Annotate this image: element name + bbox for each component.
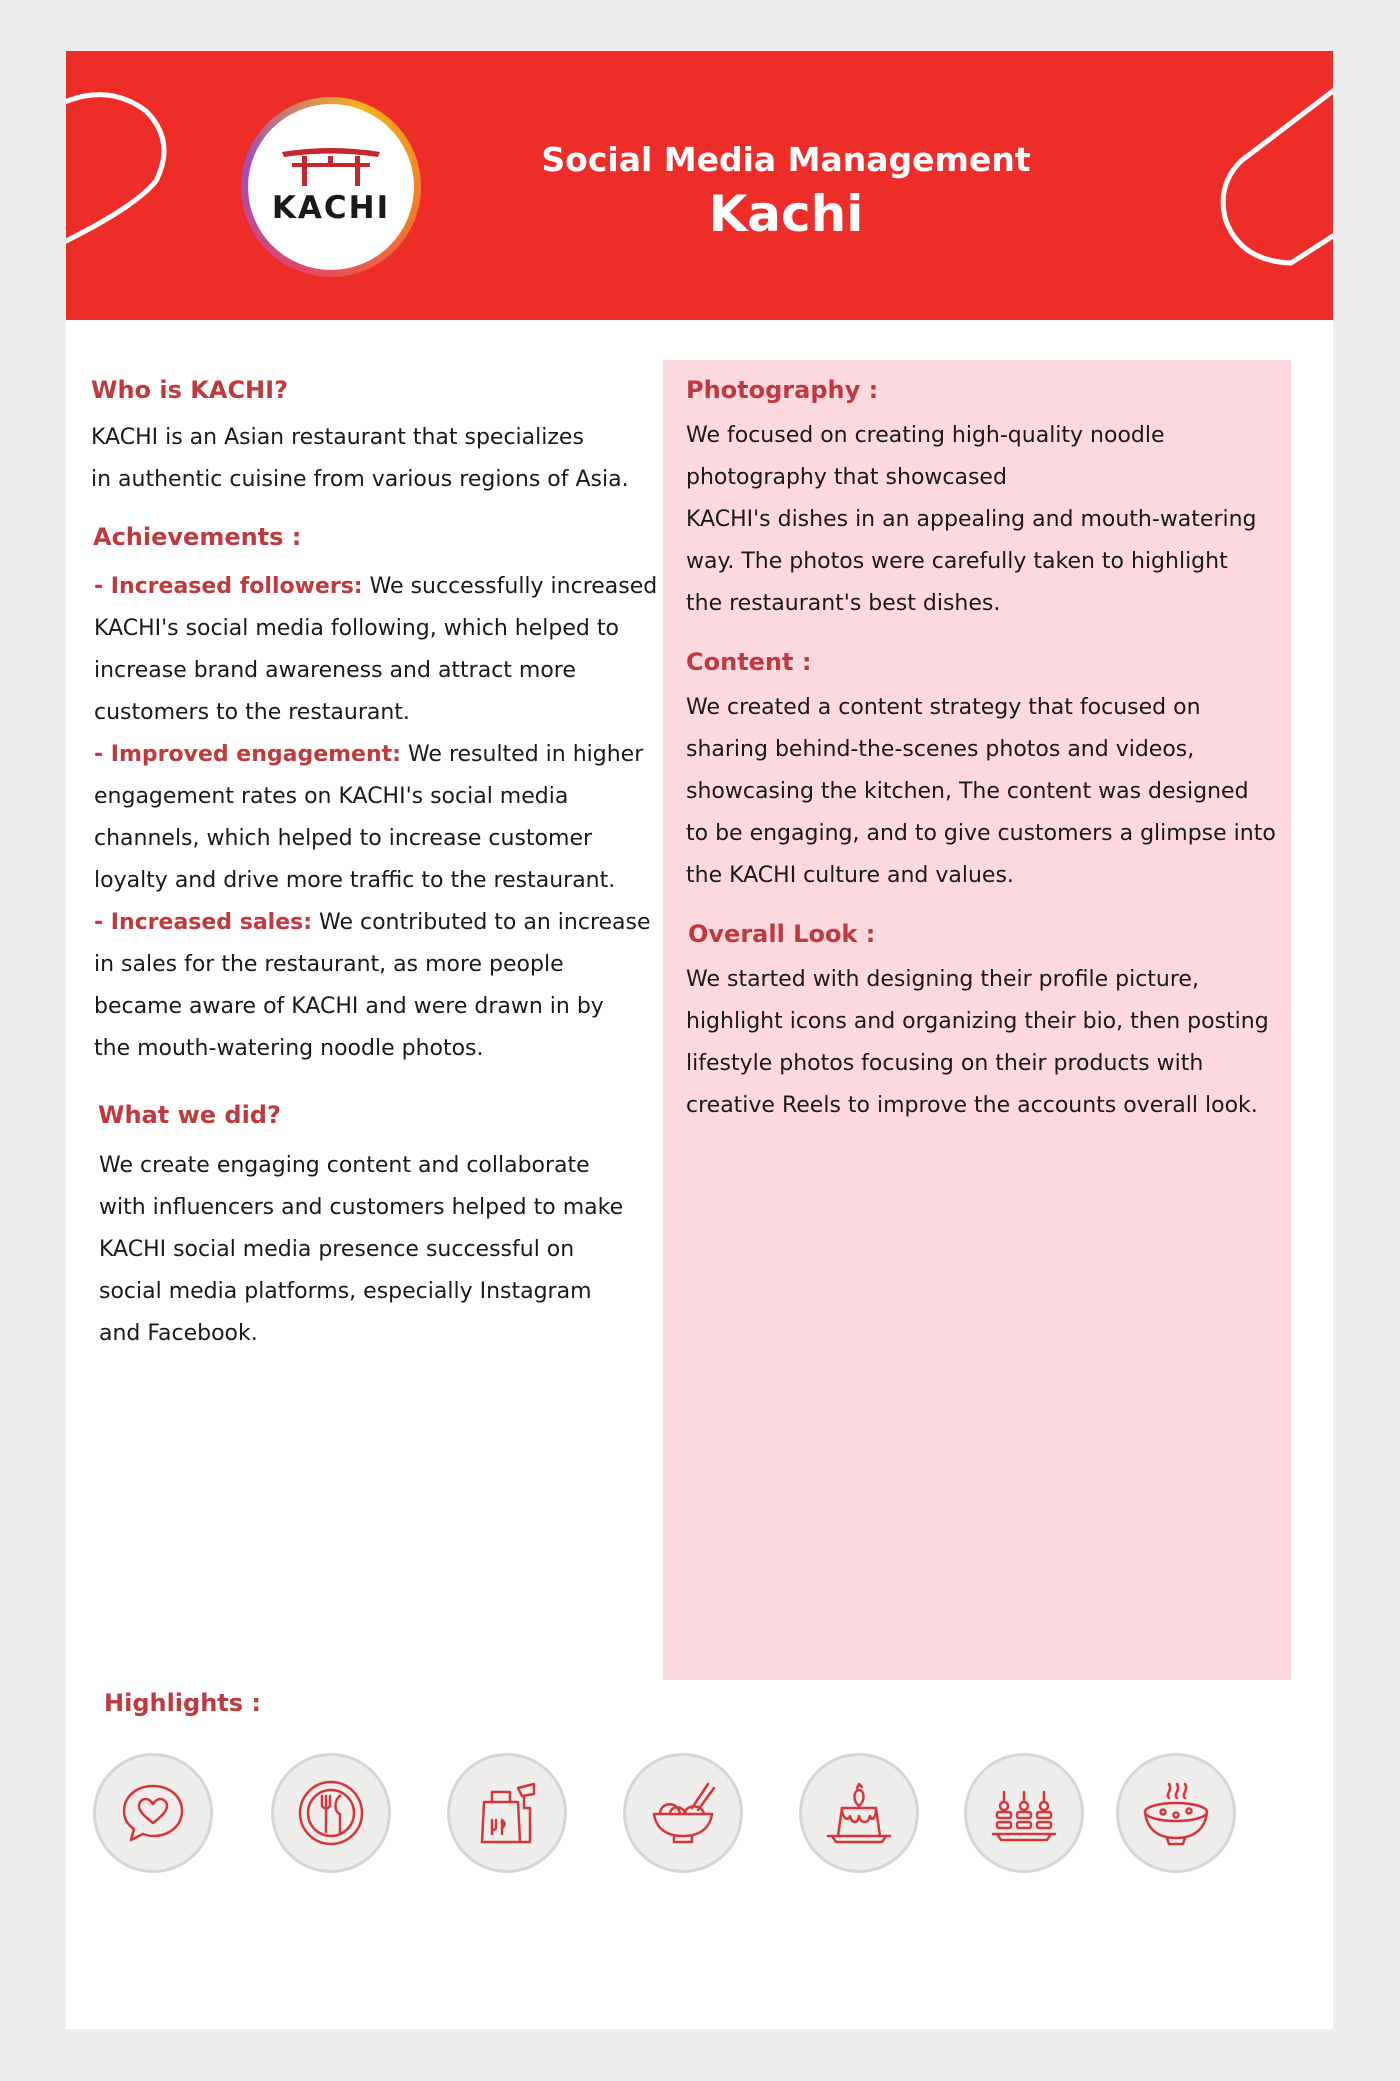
photography-heading: Photography : <box>686 376 879 404</box>
highlight-pudding-dessert[interactable] <box>799 1753 919 1873</box>
header-title: Kachi <box>708 185 864 243</box>
noodle-bowl-icon <box>648 1778 718 1848</box>
achievements-heading: Achievements : <box>93 523 302 551</box>
skewers-icon <box>989 1778 1059 1848</box>
torii-gate-icon <box>280 146 382 188</box>
takeaway-bag-icon <box>472 1778 542 1848</box>
highlight-noodle-bowl[interactable] <box>623 1753 743 1873</box>
plate-cutlery-icon <box>296 1778 366 1848</box>
highlight-plate-cutlery[interactable] <box>271 1753 391 1873</box>
highlight-soup-bowl[interactable] <box>1116 1753 1236 1873</box>
content-text: We created a content strategy that focused on sharing behind-the-scenes photos and videos, showcasing the kitchen, The content was designed to be engaging, and to give customers a glimpse into the KACHI culture and values. <box>686 695 1276 888</box>
achievement-item: - Improved engagement: We resulted in higher <box>94 742 644 767</box>
photography-text: We focused on creating high-quality noodle photography that showcased KACHI's dishes in an appealing and mouth-watering way. The photos were carefully taken to highlight the restaurant's best dishes. <box>686 423 1257 616</box>
pudding-dessert-icon <box>824 1778 894 1848</box>
overall-look-text: We started with designing their profile picture, highlight icons and organizing their bio, then posting lifestyle photos focusing on their products with creative Reels to improve the accounts overall look. <box>686 967 1269 1118</box>
page <box>66 51 1333 2029</box>
highlight-takeaway-bag[interactable] <box>447 1753 567 1873</box>
highlights-heading: Highlights : <box>104 1689 262 1717</box>
achievement-item: - Increased sales: We contributed to an increase <box>94 910 651 935</box>
highlight-heart-chat[interactable] <box>93 1753 213 1873</box>
achievements-list: - Increased followers: We successfully increased KACHI's social media following, which helped to increase brand awareness and attract more customers to the restaurant. - Improved engagement: We resulted in higher engagement rates on KACHI's social media channels, which helped to increase customer loyalty and drive more traffic to the restaurant. - Increased sales: We contributed to an increase in sales for the restaurant, as more people became aware of KACHI and were drawn in by the mouth-watering noodle photos. <box>94 566 657 1070</box>
logo-text: KACHI <box>271 190 391 226</box>
achievement-item: - Increased followers: We successfully increased <box>94 574 658 599</box>
header-banner <box>66 51 1333 320</box>
what-we-did-text: We create engaging content and collaborate with influencers and customers helped to make KACHI social media presence successful on social media platforms, especially Instagram and Facebook. <box>99 1153 624 1346</box>
heart-chat-icon <box>118 1778 188 1848</box>
who-text: KACHI is an Asian restaurant that specializes in authentic cuisine from various regions of Asia. <box>91 425 629 492</box>
overall-look-heading: Overall Look : <box>688 920 876 948</box>
what-we-did-heading: What we did? <box>98 1101 281 1129</box>
header-subtitle: Social Media Management <box>541 140 1031 179</box>
kachi-logo <box>241 97 421 277</box>
who-heading: Who is KACHI? <box>91 376 288 404</box>
soup-bowl-icon <box>1141 1778 1211 1848</box>
content-heading: Content : <box>686 648 812 676</box>
highlight-skewers[interactable] <box>964 1753 1084 1873</box>
